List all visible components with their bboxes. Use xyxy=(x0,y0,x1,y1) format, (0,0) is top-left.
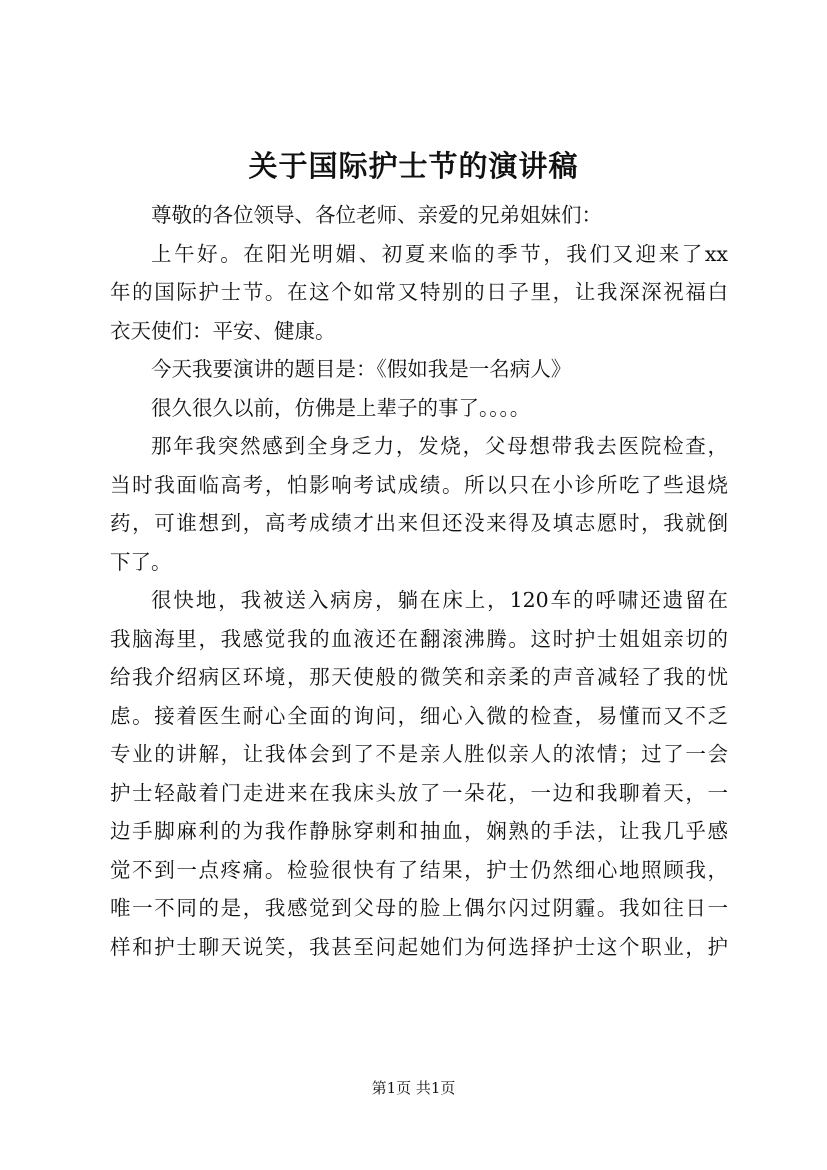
text-line: 衣天使们：平安、健康。 xyxy=(110,318,336,343)
text-line: 那年我突然感到全身乏力，发烧，父母想带我去医院检查， xyxy=(151,434,728,458)
text-line: 今天我要演讲的题目是：《假如我是一名病人》 xyxy=(151,357,572,381)
text-line: 护士轻敲着门走进来在我床头放了一朵花，一边和我聊着天，一 xyxy=(110,780,728,805)
text-line: 虑。接着医生耐心全面的询问，细心入微的检查，易懂而又不乏 xyxy=(110,703,728,728)
text-line: 很久很久以前，仿佛是上辈子的事了。。。。 xyxy=(151,395,531,420)
text-line: 尊敬的各位领导、各位老师、亲爱的兄弟姐妹们： xyxy=(151,203,602,227)
text-line: 下了。 xyxy=(110,549,172,574)
text-line: 上午好。在阳光明媚、初夏来临的季节，我们又迎来了xx xyxy=(151,241,728,266)
text-line: 觉不到一点疼痛。检验很快有了结果，护士仍然细心地照顾我， xyxy=(110,857,728,882)
text-line: 药，可谁想到，高考成绩才出来但还没来得及填志愿时，我就倒 xyxy=(110,511,728,535)
text-line: 给我介绍病区环境，那天使般的微笑和亲柔的声音减轻了我的忧 xyxy=(110,665,728,689)
text-line: 当时我面临高考，怕影响考试成绩。所以只在小诊所吃了些退烧 xyxy=(110,472,728,497)
text-line: 专业的讲解，让我体会到了不是亲人胜似亲人的浓情；过了一会 xyxy=(110,742,728,766)
text-line: 唯一不同的是，我感觉到父母的脸上偶尔闪过阴霾。我如往日一 xyxy=(110,896,728,920)
page-footer: 第1页 共1页 xyxy=(371,1079,456,1097)
text-line: 边手脚麻利的为我作静脉穿刺和抽血，娴熟的手法，让我几乎感 xyxy=(110,819,728,843)
document-body xyxy=(110,196,728,966)
text-line: 我脑海里，我感觉我的血液还在翻滚沸腾。这时护士姐姐亲切的 xyxy=(110,626,728,651)
text-line: 年的国际护士节。在这个如常又特别的日子里，让我深深祝福白 xyxy=(110,280,728,304)
document-title: 关于国际护士节的演讲稿 xyxy=(248,149,579,183)
text-line: 很快地，我被送入病房，躺在床上，120车的呼啸还遗留在 xyxy=(151,588,728,612)
text-line: 样和护士聊天说笑，我甚至问起她们为何选择护士这个职业，护 xyxy=(110,934,728,959)
